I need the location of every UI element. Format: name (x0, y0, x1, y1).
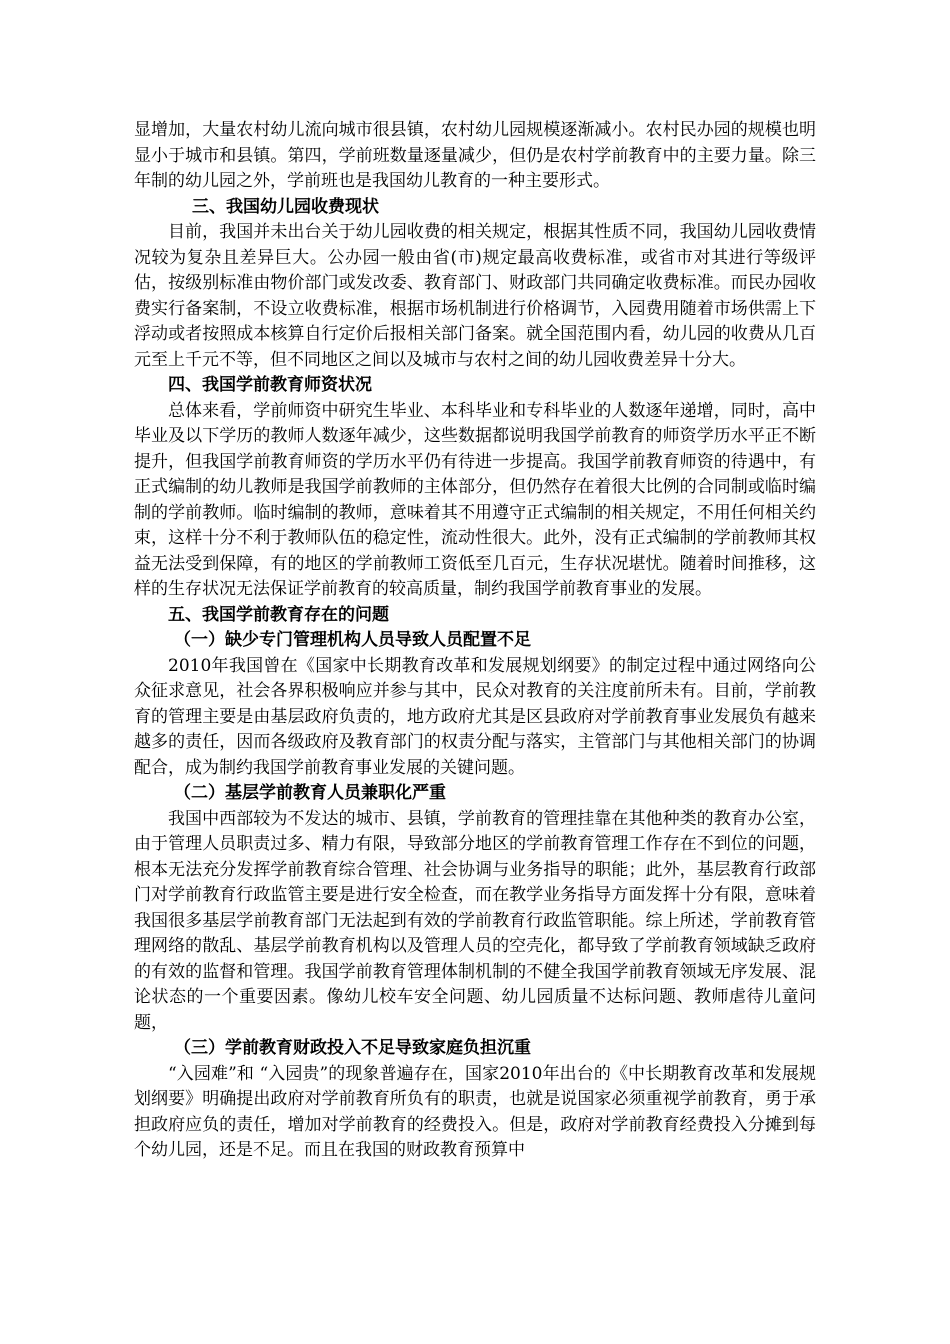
paragraph-subsection-5-2: 我国中西部较为不发达的城市、县镇，学前教育的管理挂靠在其他种类的教育办公室，由于管理人员职责过多、精力有限，导致部分地区的学前教育管理工作存在不到位的问题，根本无法充分发挥学前教育综合管理、社会协调与业务指导的职能；此外，基层教育行政部门对学前教育行政监管主要是进行安全检查，而在教学业务指导方面发挥十分有限，意味着我国很多基层学前教育部门无法起到有效的学前教育行政监管职能。综上所述，学前教育管理网络的散乱、基层学前教育机构以及管理人员的空壳化，都导致了学前教育领域缺乏政府的有效的监督和管理。我国学前教育管理体制机制的不健全我国学前教育领域无序发展、混论状态的一个重要因素。像幼儿校车安全问题、幼儿园质量不达标问题、教师虐待儿童问题， (134, 808, 816, 1033)
paragraph-section-4: 总体来看，学前师资中研究生毕业、本科毕业和专科毕业的人数逐年递增，同时，高中毕业及以下学历的教师人数逐年减少，这些数据都说明我国学前教育的师资学历水平正不断提升，但我国学前教育师资的学历水平仍有待进一步提高。我国学前教育师资的待遇中，有正式编制的幼儿教师是我国学前教师的主体部分，但仍然存在着很大比例的合同制或临时编制的学前教师。临时编制的教师，意味着其不用遵守正式编制的相关规定，不用任何相关约束，这样十分不利于教师队伍的稳定性，流动性很大。此外，没有正式编制的学前教师其权益无法受到保障，有的地区的学前教师工资低至几百元，生存状况堪忧。随着时间推移，这样的生存状况无法保证学前教育的较高质量，制约我国学前教育事业的发展。 (134, 400, 816, 599)
heading-section-3: 三、我国幼儿园收费现状 (192, 196, 379, 217)
paragraph-section-3: 目前，我国并未出台关于幼儿园收费的相关规定，根据其性质不同，我国幼儿园收费情况较为复杂且差异巨大。公办园一般由省(市)规定最高收费标准，或省市对其进行等级评估，按级别标准由物价部门或发改委、教育部门、财政部门共同确定收费标准。而民办园收费实行备案制，不设立收费标准，根据市场机制进行价格调节，入园费用随着市场供需上下浮动或者按照成本核算自行定价后报相关部门备案。就全国范围内看，幼儿园的收费从几百元至上千元不等，但不同地区之间以及城市与农村之间的幼儿园收费差异十分大。 (134, 222, 816, 370)
heading-section-5: 五、我国学前教育存在的问题 (168, 604, 389, 625)
heading-subsection-5-2: （二）基层学前教育人员兼职化严重 (174, 783, 446, 803)
paragraph-subsection-5-1: 2010年我国曾在《国家中长期教育改革和发展规划纲要》的制定过程中通过网络向公众征求意见，社会各界积极响应并参与其中，民众对教育的关注度前所未有。目前，学前教育的管理主要是由基层政府负责的，地方政府尤其是区县政府对学前教育事业发展负有越来越多的责任，因而各级政府及教育部门的权责分配与落实，主管部门与其他相关部门的协调配合，成为制约我国学前教育事业发展的关键问题。 (134, 655, 816, 778)
paragraph-subsection-5-3: “入园难”和 “入园贵”的现象普遍存在，国家2010年出台的《中长期教育改革和发展规划纲要》明确提出政府对学前教育所负有的职责，也就是说国家必须重视学前教育，勇于承担政府应负的责任，增加对学前教育的经费投入。但是，政府对学前教育经费投入分摊到每个幼儿园，还是不足。而且在我国的财政教育预算中 (134, 1063, 816, 1160)
heading-subsection-5-3: （三）学前教育财政投入不足导致家庭负担沉重 (174, 1038, 531, 1058)
heading-subsection-5-1: （一）缺少专门管理机构人员导致人员配置不足 (174, 630, 531, 650)
paragraph-intro: 显增加，大量农村幼儿流向城市很县镇，农村幼儿园规模逐渐减小。农村民办园的规模也明显小于城市和县镇。第四，学前班数量逐量减少，但仍是农村学前教育中的主要力量。除三年制的幼儿园之外，学前班也是我国幼儿教育的一种主要形式。 (134, 120, 816, 191)
heading-section-4: 四、我国学前教育师资状况 (168, 375, 372, 395)
document-page (134, 118, 816, 1164)
